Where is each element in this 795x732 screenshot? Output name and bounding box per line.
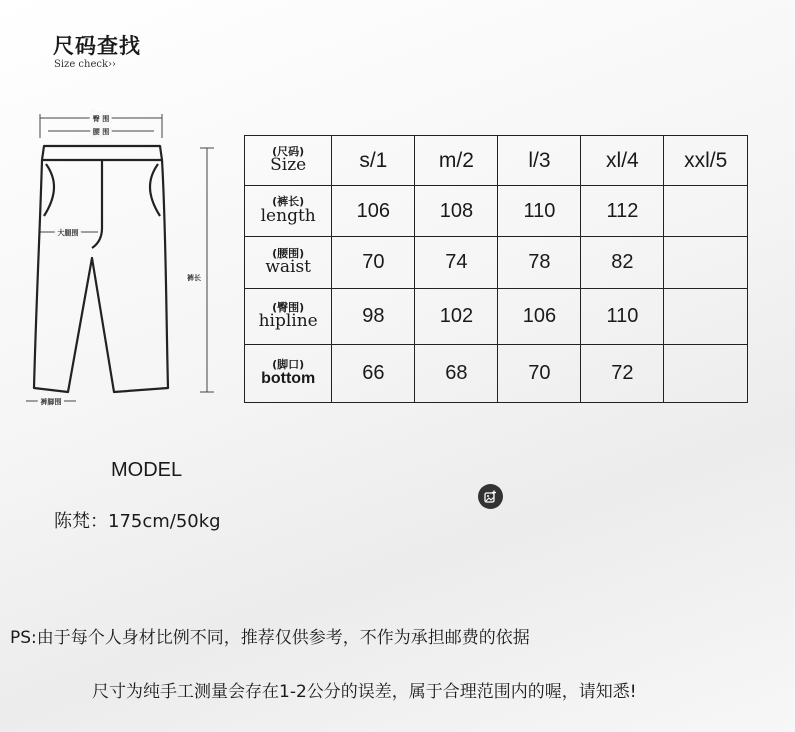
table-cell: 78 [498, 237, 581, 289]
table-cell: 102 [415, 289, 498, 345]
table-cell [664, 186, 748, 237]
disclaimer-line-1: PS:由于每个人身材比例不同，推荐仅供参考，不作为承担邮费的依据 [10, 628, 530, 648]
table-cell: 110 [498, 186, 581, 237]
image-edit-button[interactable] [478, 484, 503, 509]
table-row [245, 186, 748, 237]
thigh-label: 大腿围 [57, 229, 79, 237]
disclaimer-line-2: 尺寸为纯手工测量会存在1-2公分的误差，属于合理范围内的喔，请知悉! [92, 682, 637, 702]
row-label-hipline: (臀围) hipline [245, 289, 332, 345]
table-cell: 70 [498, 345, 581, 403]
table-cell: 112 [581, 186, 664, 237]
table-cell [664, 345, 748, 403]
table-row [245, 237, 748, 289]
row-label-length: (裤长) length [245, 186, 332, 237]
size-col-header: xl/4 [581, 136, 664, 186]
hem-label: 裤脚围 [40, 398, 62, 406]
size-col-header: xxl/5 [664, 136, 748, 186]
pants-diagram [22, 108, 222, 418]
hip-label: 臀 围 [92, 115, 110, 123]
model-heading: MODEL [111, 459, 183, 481]
size-col-header: s/1 [332, 136, 415, 186]
table-cell: 110 [581, 289, 664, 345]
table-cell: 72 [581, 345, 664, 403]
length-label: 裤长 [187, 274, 201, 282]
size-col-header: m/2 [415, 136, 498, 186]
table-cell: 82 [581, 237, 664, 289]
waist-label: 腰 围 [92, 128, 110, 136]
table-cell [664, 237, 748, 289]
row-label-bottom: (脚口) bottom [245, 345, 332, 403]
model-info: 陈梵：175cm/50kg [54, 511, 221, 532]
table-row [245, 345, 748, 403]
table-cell: 106 [498, 289, 581, 345]
table-cell: 68 [415, 345, 498, 403]
table-cell: 98 [332, 289, 415, 345]
table-cell: 66 [332, 345, 415, 403]
table-cell: 106 [332, 186, 415, 237]
table-row [245, 289, 748, 345]
size-col-header: l/3 [498, 136, 581, 186]
row-label-waist: (腰围) waist [245, 237, 332, 289]
table-cell [664, 289, 748, 345]
image-edit-icon [484, 490, 497, 503]
table-header-row [245, 136, 748, 186]
table-cell: 70 [332, 237, 415, 289]
size-chart-table [244, 135, 748, 403]
page-subtitle: Size check›› [54, 59, 117, 70]
table-cell: 74 [415, 237, 498, 289]
table-cell: 108 [415, 186, 498, 237]
row-label-size: (尺码) Size [245, 136, 332, 186]
page-title: 尺码查找 [53, 34, 141, 58]
